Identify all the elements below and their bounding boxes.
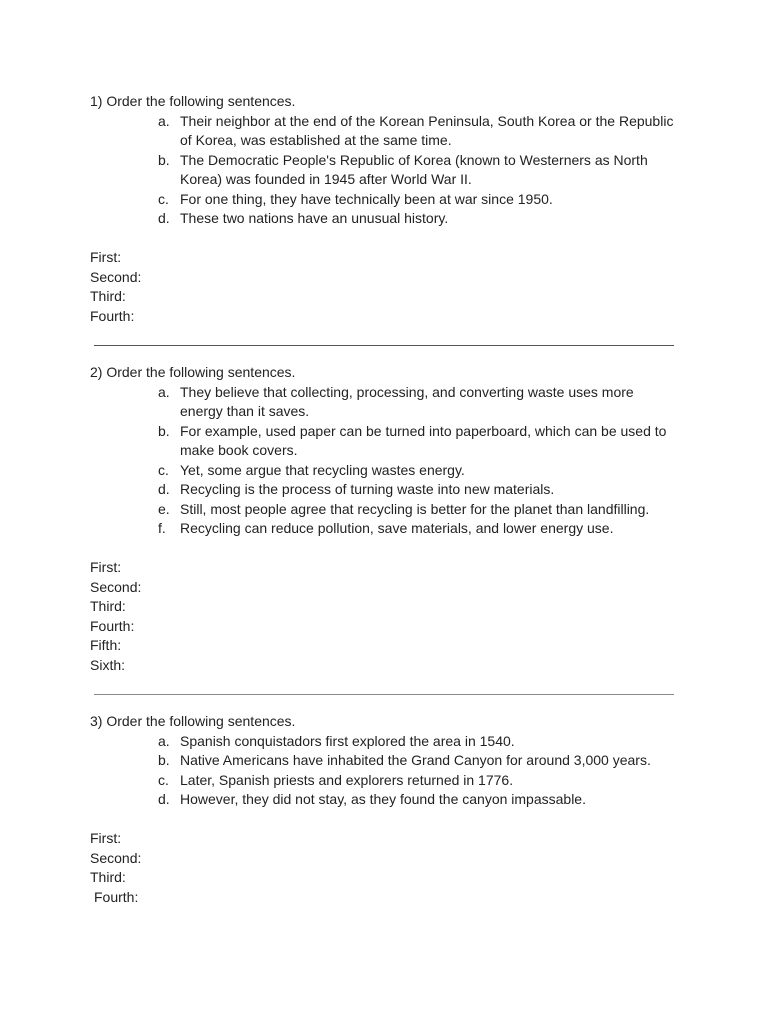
option-letter: c. bbox=[158, 461, 169, 478]
sentence-option bbox=[90, 461, 676, 481]
answer-label-sixth: Sixth: bbox=[90, 656, 126, 673]
option-text: Spanish conquistadors first explored the area in 1540. bbox=[180, 732, 515, 749]
option-letter: e. bbox=[158, 500, 170, 517]
sentence-list bbox=[90, 112, 690, 229]
answer-label-third: Third: bbox=[90, 869, 126, 885]
answer-label-first: First: bbox=[90, 249, 122, 265]
option-text: These two nations have an unusual history. bbox=[180, 210, 449, 226]
answer-label-third: Third: bbox=[90, 598, 126, 614]
answer-label-third: Third: bbox=[90, 288, 126, 304]
answer-labels bbox=[90, 558, 690, 675]
sentence-option bbox=[90, 771, 676, 791]
section-divider bbox=[94, 345, 674, 346]
option-letter: f. bbox=[158, 520, 166, 536]
option-letter: b. bbox=[158, 151, 170, 168]
option-text: They believe that collecting, processing, and converting waste uses more energy than it saves. bbox=[180, 383, 634, 419]
sentence-option bbox=[90, 151, 676, 190]
answer-label-second: Second: bbox=[90, 268, 142, 285]
option-letter: a. bbox=[158, 112, 170, 129]
sentence-list bbox=[90, 732, 690, 810]
option-letter: d. bbox=[158, 210, 170, 226]
option-text: However, they did not stay, as they found the canyon impassable. bbox=[180, 791, 586, 807]
option-text: Still, most people agree that recycling is better for the planet than landfilling. bbox=[180, 500, 650, 517]
sentence-option bbox=[90, 790, 676, 810]
question-1 bbox=[90, 92, 690, 326]
question-3 bbox=[90, 712, 690, 907]
option-text: Native Americans have inhabited the Grand Canyon for around 3,000 years. bbox=[180, 752, 651, 768]
answer-labels bbox=[90, 829, 690, 907]
answer-label-fifth: Fifth: bbox=[90, 637, 122, 653]
option-text: Their neighbor at the end of the Korean Peninsula, South Korea or the Republic of Korea, was established at the same time. bbox=[180, 112, 674, 148]
option-text: For one thing, they have technically been at war since 1950. bbox=[180, 190, 553, 207]
option-letter: d. bbox=[158, 481, 170, 497]
option-text: For example, used paper can be turned into paperboard, which can be used to make book covers. bbox=[180, 422, 667, 458]
option-letter: a. bbox=[158, 383, 170, 400]
sentence-option bbox=[90, 422, 676, 461]
option-text: Recycling can reduce pollution, save materials, and lower energy use. bbox=[180, 520, 614, 536]
sentence-option bbox=[90, 383, 676, 422]
sentence-option bbox=[90, 500, 676, 520]
sentence-list bbox=[90, 383, 690, 539]
option-text: The Democratic People's Republic of Korea (known to Westerners as North Korea) was founded in 1945 after World War II. bbox=[180, 151, 648, 187]
answer-label-second: Second: bbox=[90, 578, 142, 595]
question-prompt: 3) Order the following sentences. bbox=[90, 713, 296, 729]
question-2 bbox=[90, 363, 690, 675]
sentence-option bbox=[90, 209, 676, 229]
sentence-option bbox=[90, 190, 676, 210]
section-divider bbox=[94, 694, 674, 695]
option-letter: d. bbox=[158, 791, 170, 807]
option-text: Yet, some argue that recycling wastes energy. bbox=[180, 461, 465, 478]
answer-label-second: Second: bbox=[90, 849, 142, 866]
answer-labels bbox=[90, 248, 690, 326]
answer-label-fourth: Fourth: bbox=[94, 888, 139, 905]
option-letter: c. bbox=[158, 190, 169, 207]
sentence-option bbox=[90, 732, 676, 752]
answer-label-first: First: bbox=[90, 559, 122, 575]
option-text: Recycling is the process of turning waste into new materials. bbox=[180, 481, 555, 497]
sentence-option bbox=[90, 751, 676, 771]
option-letter: b. bbox=[158, 752, 170, 768]
question-prompt: 1) Order the following sentences. bbox=[90, 93, 296, 109]
answer-label-fourth: Fourth: bbox=[90, 307, 135, 324]
answer-label-first: First: bbox=[90, 830, 122, 846]
question-prompt: 2) Order the following sentences. bbox=[90, 364, 296, 380]
option-letter: b. bbox=[158, 422, 170, 439]
sentence-option bbox=[90, 112, 676, 151]
answer-label-fourth: Fourth: bbox=[90, 617, 135, 634]
option-letter: a. bbox=[158, 732, 170, 749]
option-letter: c. bbox=[158, 771, 169, 788]
sentence-option bbox=[90, 519, 676, 539]
option-text: Later, Spanish priests and explorers returned in 1776. bbox=[180, 771, 514, 788]
sentence-option bbox=[90, 480, 676, 500]
